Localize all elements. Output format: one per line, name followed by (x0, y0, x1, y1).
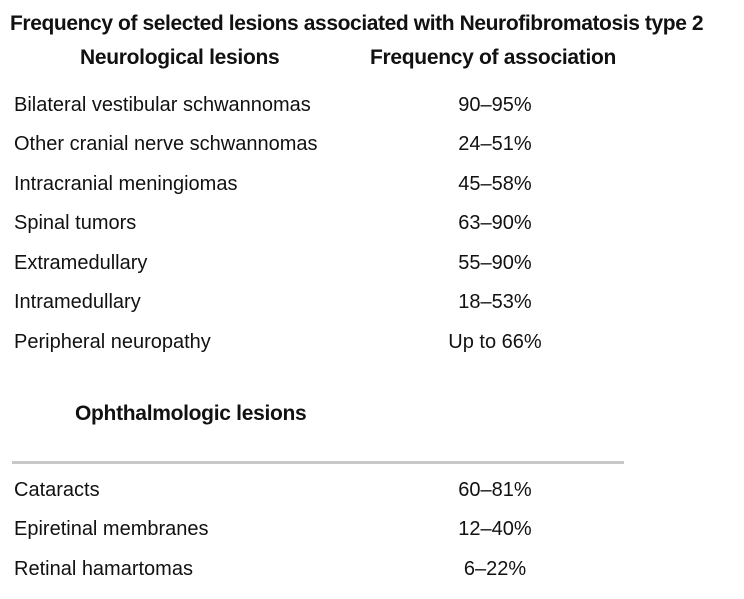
lesion-frequency: 90–95% (458, 94, 532, 116)
lesion-name: Retinal hamartomas (14, 558, 193, 580)
table-row (0, 94, 744, 124)
lesion-frequency: 12–40% (458, 518, 532, 540)
lesion-frequency: 60–81% (458, 479, 532, 501)
lesion-name: Bilateral vestibular schwannomas (14, 94, 311, 116)
lesion-name: Cataracts (14, 479, 100, 501)
table-row (0, 133, 744, 163)
table-row (0, 479, 744, 509)
ophthalmologic-section-heading: Ophthalmologic lesions (75, 402, 307, 425)
lesion-frequency: 63–90% (458, 212, 532, 234)
lesion-name: Other cranial nerve schwannomas (14, 133, 318, 155)
column-header-lesion: Neurological lesions (80, 46, 280, 69)
divider (12, 461, 624, 464)
lesion-frequency: 24–51% (458, 133, 532, 155)
lesion-frequency: 45–58% (458, 173, 532, 195)
lesion-name: Extramedullary (14, 252, 148, 274)
table-row (0, 291, 744, 321)
column-header-frequency: Frequency of association (370, 46, 617, 69)
lesion-frequency: Up to 66% (448, 331, 542, 353)
lesion-frequency: 18–53% (458, 291, 532, 313)
lesion-name: Peripheral neuropathy (14, 331, 211, 353)
table-row (0, 331, 744, 361)
lesion-frequency: 55–90% (458, 252, 532, 274)
lesion-name: Epiretinal membranes (14, 518, 209, 540)
table-title: Frequency of selected lesions associated with Neurofibromatosis type 2 (10, 12, 704, 35)
lesion-frequency: 6–22% (463, 558, 527, 580)
lesion-name: Intracranial meningiomas (14, 173, 238, 195)
table-row (0, 518, 744, 548)
table-row (0, 212, 744, 242)
lesion-name: Intramedullary (14, 291, 141, 313)
lesion-name: Spinal tumors (14, 212, 137, 234)
table-row (0, 558, 744, 588)
table-row (0, 252, 744, 282)
table-row (0, 173, 744, 203)
